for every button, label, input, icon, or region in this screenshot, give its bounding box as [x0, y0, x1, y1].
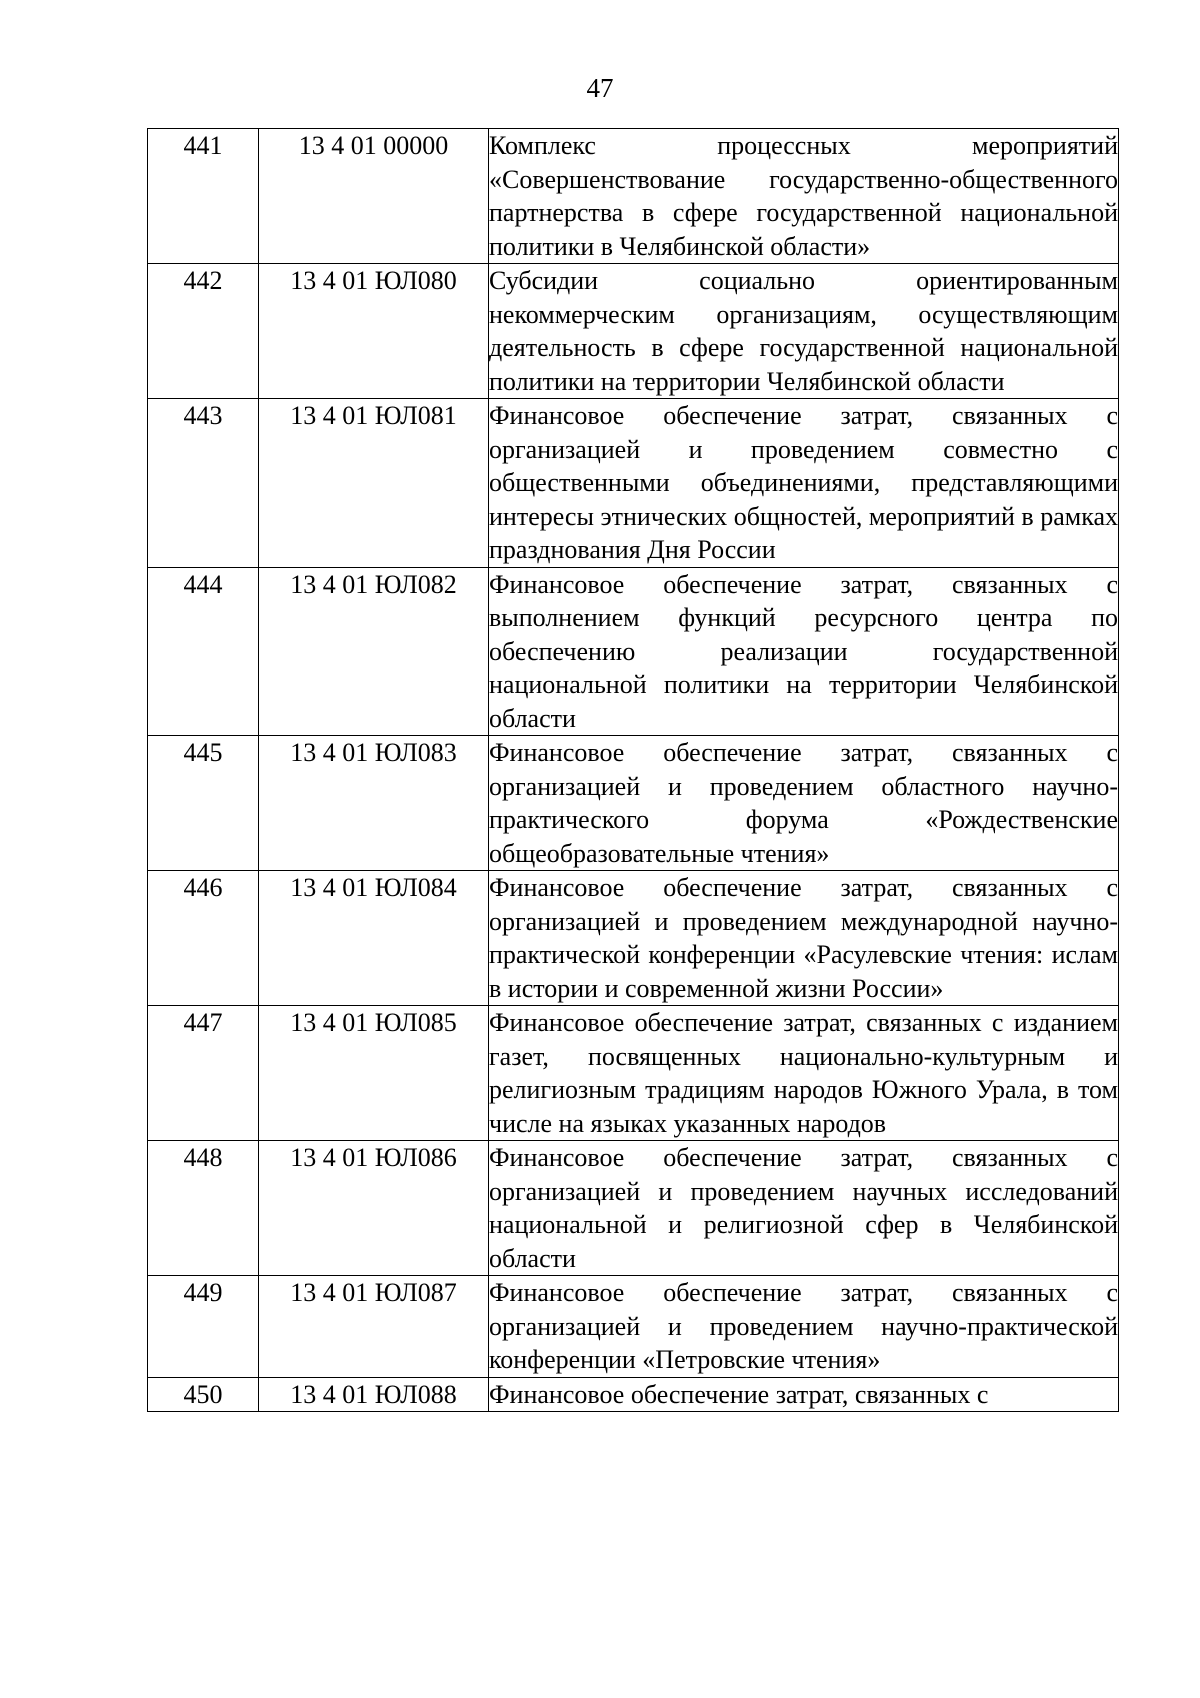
table-row: [148, 264, 1119, 399]
expense-name: Финансовое обеспечение затрат, связанных с организацией и проведением совместно с общественными объединениями, представляющими интересы этнических общностей, мероприятий в рамках празднования Дня России: [489, 399, 1119, 568]
table-row: [148, 1377, 1119, 1412]
target-article-code: 13 4 01 00000: [259, 129, 489, 264]
expense-name: Финансовое обеспечение затрат, связанных с организацией и проведением международной научно- практической конференции «Расулевские чтения: ислам в истории и современной жизни России»: [489, 871, 1119, 1006]
target-article-code: 13 4 01 ЮЛ087: [259, 1276, 489, 1378]
budget-classification-table: [147, 128, 1119, 1412]
target-article-code: 13 4 01 ЮЛ088: [259, 1377, 489, 1412]
page-number: 47: [586, 73, 614, 103]
table-row: [148, 736, 1119, 871]
row-number: 446: [148, 871, 259, 1006]
expense-name: Субсидии социально ориентированным некоммерческим организациям, осуществляющим деятельность в сфере государственной национальной политики на территории Челябинской области: [489, 264, 1119, 399]
target-article-code: 13 4 01 ЮЛ081: [259, 399, 489, 568]
target-article-code: 13 4 01 ЮЛ084: [259, 871, 489, 1006]
target-article-code: 13 4 01 ЮЛ086: [259, 1141, 489, 1276]
table-row: [148, 567, 1119, 736]
expense-name: Финансовое обеспечение затрат, связанных с изданием газет, посвященных национально-культурным и религиозным традициям народов Южного Урала, в том числе на языках указанных народов: [489, 1006, 1119, 1141]
expense-name: Финансовое обеспечение затрат, связанных с организацией и проведением научно-практической конференции «Петровские чтения»: [489, 1276, 1119, 1378]
expense-name: Финансовое обеспечение затрат, связанных с выполнением функций ресурсного центра по обеспечению реализации государственной национальной политики на территории Челябинской области: [489, 567, 1119, 736]
row-number: 442: [148, 264, 259, 399]
table-row: [148, 1276, 1119, 1378]
row-number: 443: [148, 399, 259, 568]
table-row: [148, 871, 1119, 1006]
table-row: [148, 129, 1119, 264]
row-number: 441: [148, 129, 259, 264]
target-article-code: 13 4 01 ЮЛ085: [259, 1006, 489, 1141]
expense-name: Финансовое обеспечение затрат, связанных с: [489, 1377, 1119, 1412]
expense-name: Финансовое обеспечение затрат, связанных с организацией и проведением областного научно-практического форума «Рождественские общеобразовательные чтения»: [489, 736, 1119, 871]
table-row: [148, 1006, 1119, 1141]
expense-name: Комплекс процессных мероприятий «Совершенствование государственно-общественного партнерства в сфере государственной национальной политики в Челябинской области»: [489, 129, 1119, 264]
target-article-code: 13 4 01 ЮЛ083: [259, 736, 489, 871]
row-number: 447: [148, 1006, 259, 1141]
table-row: [148, 1141, 1119, 1276]
row-number: 448: [148, 1141, 259, 1276]
row-number: 444: [148, 567, 259, 736]
target-article-code: 13 4 01 ЮЛ080: [259, 264, 489, 399]
row-number: 449: [148, 1276, 259, 1378]
table-row: [148, 399, 1119, 568]
row-number: 445: [148, 736, 259, 871]
expense-name: Финансовое обеспечение затрат, связанных с организацией и проведением научных исследований национальной и религиозной сфер в Челябинской области: [489, 1141, 1119, 1276]
row-number: 450: [148, 1377, 259, 1412]
target-article-code: 13 4 01 ЮЛ082: [259, 567, 489, 736]
